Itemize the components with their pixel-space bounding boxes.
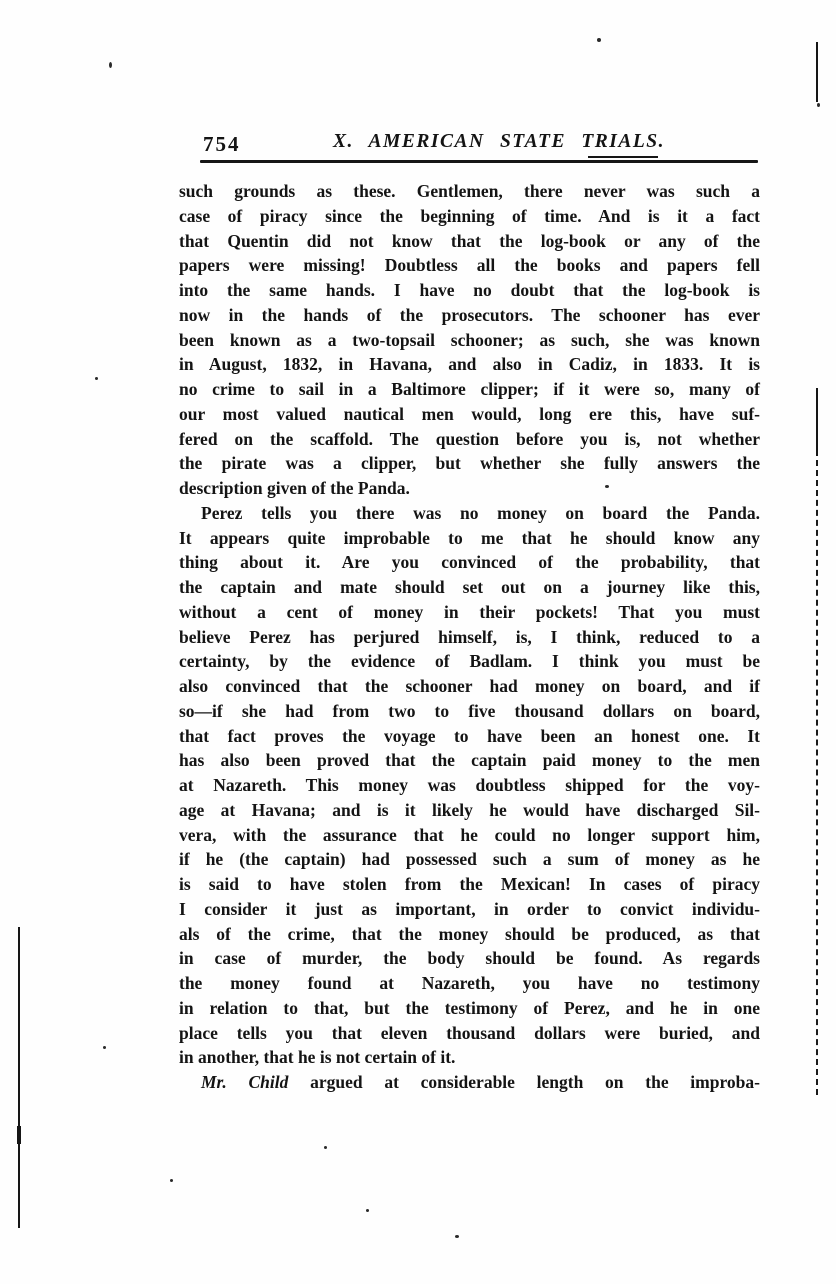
- italic-speaker-name: Mr. Child: [201, 1072, 289, 1092]
- right-edge-line-dashed: [816, 460, 818, 1095]
- paragraph: [179, 1070, 760, 1095]
- ink-speck: [366, 1209, 369, 1212]
- text-line: such grounds as these. Gentlemen, there never was such a: [179, 181, 760, 201]
- text-line: Perez tells you there was no money on board the Panda.: [201, 502, 760, 523]
- text-line: age at Havana; and is it likely he would have discharged Sil-: [179, 799, 760, 820]
- text-line: in another, that he is not certain of it.: [179, 1047, 456, 1068]
- text-line: that fact proves the voyage to have been an honest one. It: [179, 725, 760, 746]
- header-rule: [200, 160, 758, 163]
- text-line: in relation to that, but the testimony of Perez, and he in one: [179, 997, 760, 1018]
- right-edge-line-top: [816, 42, 818, 102]
- page-header: [201, 129, 757, 159]
- ink-speck: [605, 485, 609, 488]
- text-line: certainty, by the evidence of Badlam. I think you must be: [179, 651, 760, 672]
- text-line: that Quentin did not know that the log-book or any of the: [179, 230, 760, 251]
- text-line: into the same hands. I have no doubt that the log-book is: [179, 280, 760, 300]
- text-line: case of piracy since the beginning of time. And is it a fact: [179, 205, 760, 226]
- text-line: place tells you that eleven thousand dollars were buried, and: [179, 1022, 760, 1043]
- text-line: is said to have stolen from the Mexican! In cases of piracy: [179, 874, 760, 894]
- text-line: if he (the captain) had possessed such a sum of money as he: [179, 849, 760, 870]
- running-title: X. AMERICAN STATE TRIALS.: [333, 131, 665, 152]
- left-edge-line: [18, 927, 20, 1228]
- ink-speck: [95, 377, 98, 380]
- text-line: no crime to sail in a Baltimore clipper; if it were so, many of: [179, 379, 760, 399]
- right-edge-line-mid: [816, 388, 818, 456]
- ink-speck: [324, 1146, 327, 1149]
- text-line: thing about it. Are you convinced of the probability, that: [179, 552, 760, 573]
- text-line: the money found at Nazareth, you have no testimony: [179, 973, 760, 993]
- ink-speck: [817, 103, 820, 107]
- text-line: at Nazareth. This money was doubtless shipped for the voy-: [179, 775, 760, 795]
- page-number: 754: [203, 132, 241, 156]
- text-line: Mr. Child argued at considerable length on the improba-: [201, 1072, 760, 1092]
- text-line: without a cent of money in their pockets! That you must: [179, 601, 760, 622]
- text-line: fered on the scaffold. The question before you is, not whether: [179, 428, 760, 449]
- rule-ghost-segment: [588, 156, 658, 158]
- ink-speck: [109, 62, 112, 68]
- text-line: It appears quite improbable to me that he should know any: [179, 527, 760, 548]
- ink-speck: [103, 1046, 106, 1049]
- paragraph: [179, 501, 760, 1070]
- paragraph: [179, 179, 760, 501]
- ink-speck: [455, 1235, 459, 1238]
- left-edge-blotch: [17, 1126, 21, 1144]
- text-line: also convinced that the schooner had money on board, and if: [179, 676, 760, 696]
- text-line: in case of murder, the body should be found. As regards: [179, 948, 760, 969]
- text-line: now in the hands of the prosecutors. The schooner has ever: [179, 304, 760, 325]
- ink-speck: [170, 1179, 173, 1182]
- text-line: believe Perez has perjured himself, is, I think, reduced to a: [179, 626, 760, 647]
- text-line: the captain and mate should set out on a journey like this,: [179, 577, 760, 597]
- text-line: vera, with the assurance that he could no longer support him,: [179, 824, 760, 845]
- text-line: the pirate was a clipper, but whether she fully answers the: [179, 453, 760, 474]
- text-line: in August, 1832, in Havana, and also in Cadiz, in 1833. It is: [179, 354, 760, 375]
- text-line: has also been proved that the captain paid money to the men: [179, 750, 760, 771]
- text-line: I consider it just as important, in order to convict individu-: [179, 898, 760, 919]
- text-line: our most valued nautical men would, long ere this, have suf-: [179, 403, 760, 424]
- text-line: so—if she had from two to five thousand dollars on board,: [179, 700, 760, 721]
- ink-speck: [597, 38, 601, 42]
- text-line: als of the crime, that the money should be produced, as that: [179, 923, 760, 944]
- text-line: papers were missing! Doubtless all the books and papers fell: [179, 255, 760, 276]
- page-body: [179, 179, 760, 1095]
- text-line: description given of the Panda.: [179, 478, 410, 498]
- text-line: been known as a two-topsail schooner; as such, she was known: [179, 329, 760, 350]
